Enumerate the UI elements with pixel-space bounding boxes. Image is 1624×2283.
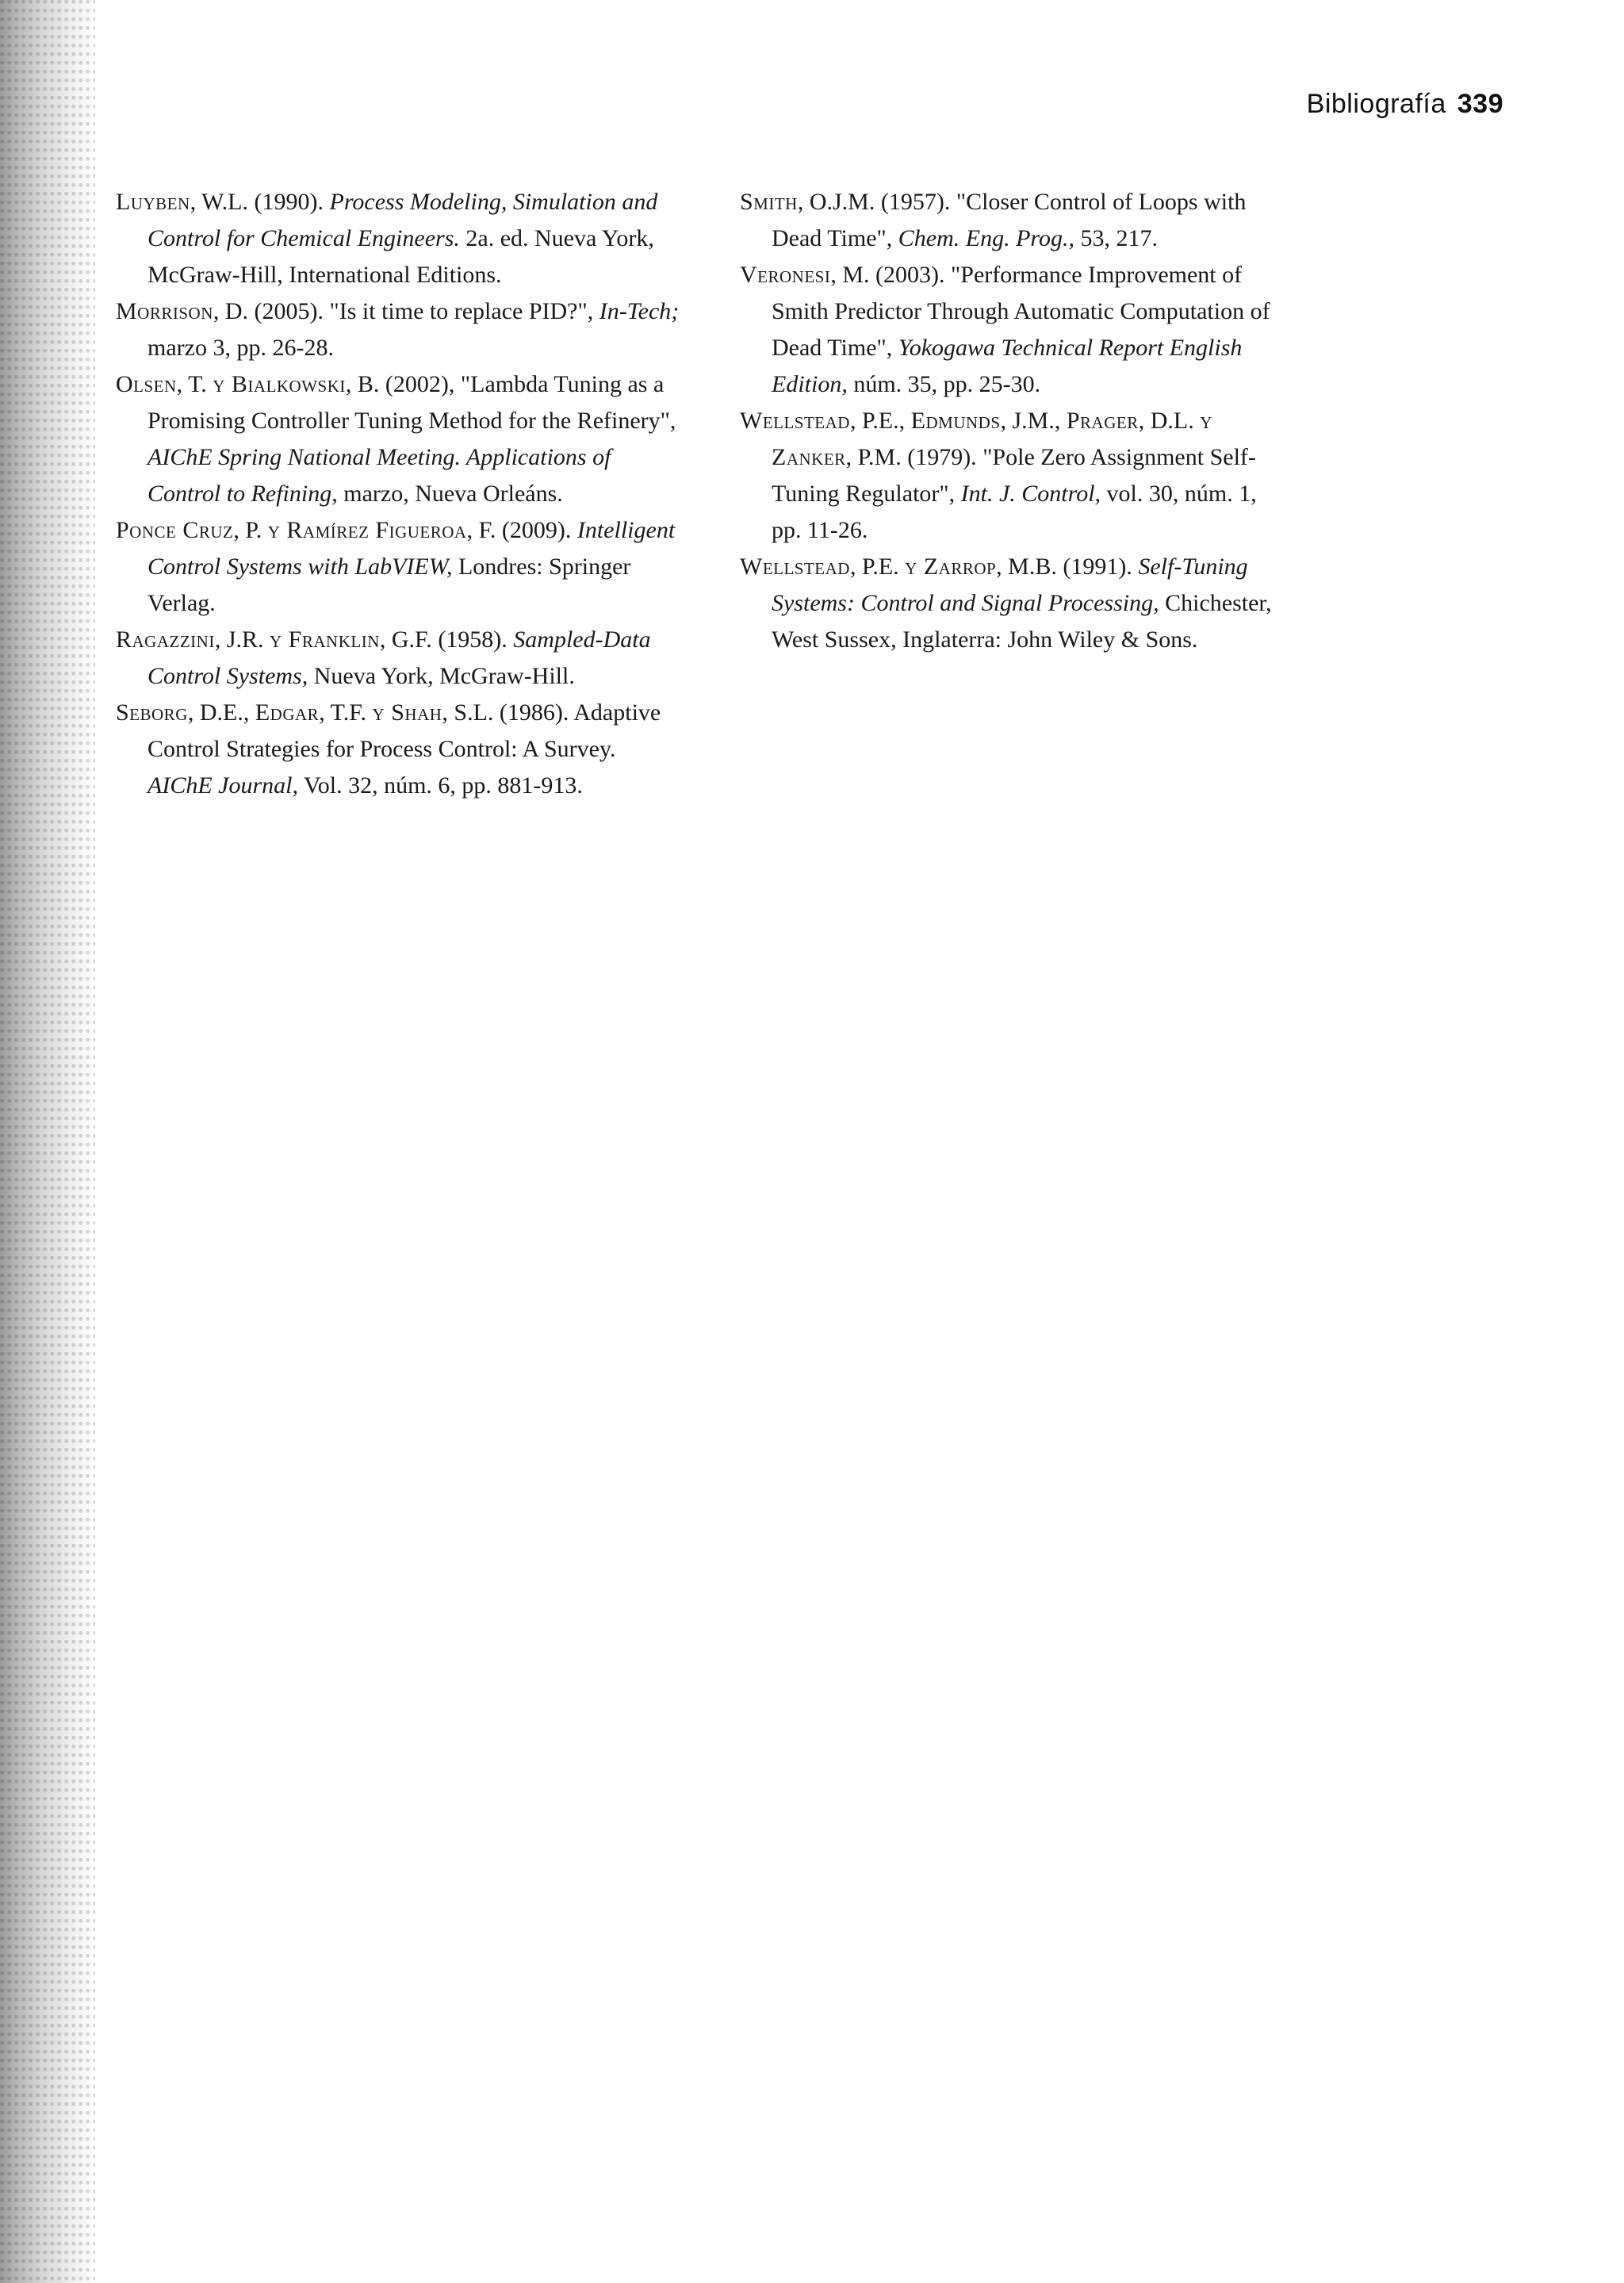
author-name: Seborg	[116, 699, 188, 726]
reference-text: Adaptive Control Strategies for Process Control: A Survey.	[147, 699, 661, 762]
author-name: Veronesi	[740, 262, 831, 288]
author-name: Smith	[740, 189, 798, 215]
author-name: Morrison	[116, 298, 213, 324]
work-title: In-Tech;	[599, 298, 680, 324]
bibliography-entry	[740, 549, 1275, 658]
reference-text: marzo, Nueva Orleáns.	[337, 481, 563, 507]
bibliography-entry	[116, 366, 680, 512]
work-title: Intelligent Control Systems with LabVIEW,	[147, 517, 676, 580]
reference-text: , M.	[830, 262, 876, 288]
bibliography-entry	[740, 403, 1275, 549]
section-title: Bibliografía	[1306, 89, 1446, 119]
reference-text: , J.R.	[214, 626, 270, 653]
reference-text: vol. 30, núm. 1, pp. 11-26.	[772, 481, 1257, 543]
publication-year: (1958).	[438, 626, 508, 653]
reference-text: Londres: Springer Verlag.	[147, 554, 631, 616]
reference-text: núm. 35, pp. 25-30.	[847, 371, 1041, 397]
bibliography-column-right	[740, 184, 1275, 658]
publication-year: (2009).	[501, 517, 572, 543]
reference-text: "Is it time to replace PID?",	[324, 298, 599, 324]
reference-text	[324, 189, 330, 215]
bibliography-entry	[740, 257, 1275, 403]
work-title: AIChE Spring National Meeting. Applications of Control to Refining,	[147, 444, 611, 507]
reference-text: , F.	[466, 517, 502, 543]
author-name: Ponce Cruz	[116, 517, 234, 543]
publication-year: (1991).	[1063, 554, 1132, 580]
author-name: y Ramírez Figueroa	[267, 517, 467, 543]
reference-text: , O.J.M.	[797, 189, 881, 215]
work-title: Chem. Eng. Prog.,	[898, 225, 1074, 251]
author-name: y Zarrop	[905, 554, 997, 580]
work-title: Process Modeling, Simulation and Control for Chemical Engineers.	[147, 189, 658, 251]
bibliography-entry	[740, 184, 1275, 257]
reference-text: Chichester, West Sussex, Inglaterra: John Wiley & Sons.	[772, 590, 1272, 653]
reference-text: , S.L.	[442, 699, 500, 726]
author-name: Olsen	[116, 371, 177, 397]
author-name: y Franklin	[270, 626, 380, 653]
reference-text: , P.	[233, 517, 268, 543]
work-title: AIChE Journal,	[147, 772, 298, 799]
publication-year: (1979).	[907, 444, 977, 470]
reference-text: , P.E.	[849, 554, 906, 580]
page-number: 339	[1457, 89, 1503, 119]
reference-text: , J.M.,	[1000, 408, 1067, 434]
author-name: Edgar	[255, 699, 320, 726]
bibliography-entry	[116, 293, 680, 366]
reference-text	[571, 517, 577, 543]
page-binding-shadow	[0, 0, 95, 2283]
bibliography-column-left	[116, 184, 680, 804]
reference-text: marzo 3, pp. 26-28.	[147, 335, 334, 361]
reference-text: , B.	[345, 371, 385, 397]
author-name: Wellstead	[740, 554, 850, 580]
reference-text: Nueva York, McGraw-Hill.	[308, 663, 575, 689]
reference-text: , P.M.	[845, 444, 908, 470]
running-header	[1307, 89, 1503, 120]
reference-text: "Pole Zero Assignment Self-Tuning Regulator",	[772, 444, 1256, 507]
work-title: Yokogawa Technical Report English Edition,	[772, 335, 1243, 397]
publication-year: (1986).	[499, 699, 569, 726]
reference-text: , G.F.	[379, 626, 439, 653]
author-name: y Bialkowski	[213, 371, 346, 397]
reference-text: 53, 217.	[1074, 225, 1158, 251]
reference-text: , D.E.,	[187, 699, 255, 726]
bibliography-entry	[116, 184, 680, 293]
reference-text: , D.L.	[1138, 408, 1201, 434]
reference-text: "Performance Improvement of Smith Predictor Through Automatic Computation of Dead Time",	[772, 262, 1270, 361]
author-name: Prager	[1066, 408, 1139, 434]
work-title: Self-Tuning Systems: Control and Signal Processing,	[772, 554, 1248, 616]
reference-text: "Closer Control of Loops with Dead Time",	[772, 189, 1247, 251]
author-name: Ragazzini	[116, 626, 215, 653]
bibliography-entry	[116, 695, 680, 804]
work-title: Sampled-Data Control Systems,	[147, 626, 651, 689]
publication-year: (2002),	[385, 371, 455, 397]
reference-text: , T.	[176, 371, 213, 397]
publication-year: (1990).	[254, 189, 324, 215]
author-name: y Shah	[372, 699, 442, 726]
bibliography-entry	[116, 622, 680, 695]
reference-text: , D.	[213, 298, 255, 324]
author-name: Luyben	[116, 189, 190, 215]
publication-year: (2005).	[254, 298, 324, 324]
work-title: Int. J. Control,	[960, 481, 1101, 507]
publication-year: (2003).	[875, 262, 945, 288]
reference-text: "Lambda Tuning as a Promising Controller Tuning Method for the Refinery",	[147, 371, 676, 434]
reference-text: , M.B.	[996, 554, 1063, 580]
reference-text: , T.F.	[319, 699, 373, 726]
reference-text: , P.E.,	[849, 408, 911, 434]
author-name: y Zanker	[772, 408, 1212, 470]
author-name: Wellstead	[740, 408, 850, 434]
reference-text: , W.L.	[190, 189, 255, 215]
bibliography-entry	[116, 512, 680, 622]
reference-text: Vol. 32, núm. 6, pp. 881-913.	[297, 772, 583, 799]
publication-year: (1957).	[880, 189, 951, 215]
reference-text: 2a. ed. Nueva York, McGraw-Hill, International Editions.	[147, 225, 654, 288]
author-name: Edmunds	[910, 408, 1001, 434]
